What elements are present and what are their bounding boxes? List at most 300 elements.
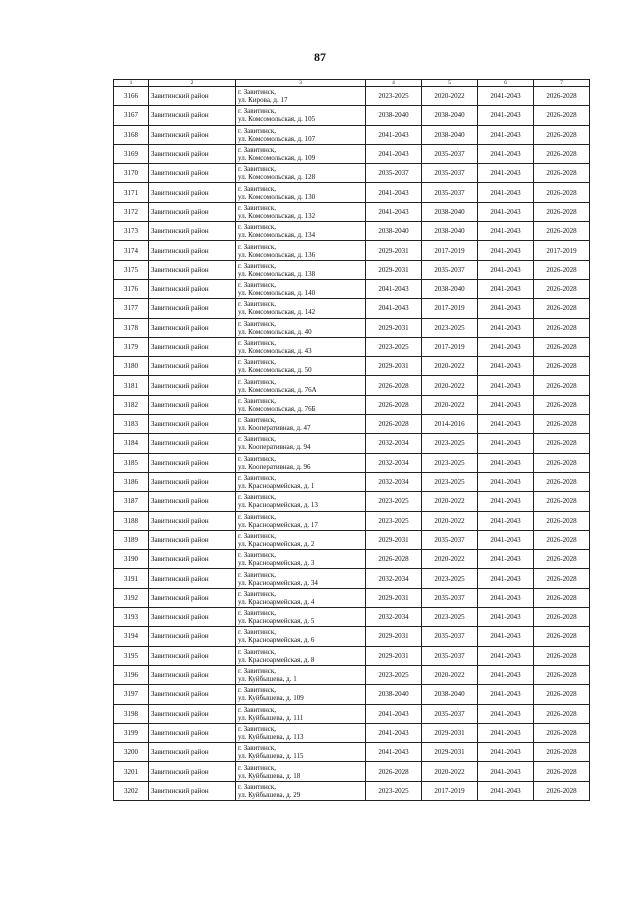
address-city: г. Завитинск, xyxy=(238,223,277,232)
address-city: г. Завитинск, xyxy=(238,300,277,309)
address-street: ул. Комсомольская, д. 132 xyxy=(238,211,316,220)
district-cell: Завитинский район xyxy=(149,492,236,511)
period-col-4-cell: 2029-2031 xyxy=(366,241,422,260)
period-col-6-cell: 2041-2043 xyxy=(478,279,534,298)
column-number: 4 xyxy=(366,80,422,87)
address-street: ул. Комсомольская, д. 109 xyxy=(238,154,316,163)
period-col-4-cell: 2032-2034 xyxy=(366,472,422,491)
district-cell: Завитинский район xyxy=(149,685,236,704)
row-number-cell: 3198 xyxy=(114,704,149,723)
row-number-cell: 3196 xyxy=(114,665,149,684)
period-col-4-cell: 2023-2025 xyxy=(366,665,422,684)
period-col-5-cell: 2038-2040 xyxy=(422,279,478,298)
table-row xyxy=(114,588,590,607)
address-city: г. Завитинск, xyxy=(238,339,277,347)
period-col-6-cell: 2041-2043 xyxy=(478,685,534,704)
period-col-6-cell: 2041-2043 xyxy=(478,434,534,453)
district-cell: Завитинский район xyxy=(149,87,236,106)
period-col-7-cell: 2026-2028 xyxy=(534,685,590,704)
row-number-cell: 3187 xyxy=(114,492,149,511)
district-cell: Завитинский район xyxy=(149,608,236,627)
period-col-4-cell: 2026-2028 xyxy=(366,376,422,395)
table-row xyxy=(114,357,590,376)
column-number: 2 xyxy=(149,80,236,87)
period-col-7-cell: 2026-2028 xyxy=(534,434,590,453)
row-number-cell: 3166 xyxy=(114,87,149,106)
address-cell xyxy=(236,530,366,549)
district-cell: Завитинский район xyxy=(149,395,236,414)
row-number-cell: 3193 xyxy=(114,608,149,627)
row-number-cell: 3184 xyxy=(114,434,149,453)
table-row xyxy=(114,87,590,106)
district-cell: Завитинский район xyxy=(149,125,236,144)
period-col-6-cell: 2041-2043 xyxy=(478,762,534,781)
period-col-7-cell: 2026-2028 xyxy=(534,125,590,144)
address-street: ул. Комсомольская, д. 50 xyxy=(238,366,312,375)
period-col-5-cell: 2014-2016 xyxy=(422,415,478,434)
period-col-7-cell: 2026-2028 xyxy=(534,318,590,337)
period-col-6-cell: 2041-2043 xyxy=(478,241,534,260)
address-cell xyxy=(236,492,366,511)
district-cell: Завитинский район xyxy=(149,550,236,569)
address-street: ул. Комсомольская, д. 140 xyxy=(238,289,316,298)
row-number-cell: 3169 xyxy=(114,144,149,163)
address-city: г. Завитинск, xyxy=(238,107,277,116)
period-col-5-cell: 2035-2037 xyxy=(422,164,478,183)
address-street: ул. Комсомольская, д. 105 xyxy=(238,115,316,124)
period-col-5-cell: 2020-2022 xyxy=(422,762,478,781)
period-col-5-cell: 2029-2031 xyxy=(422,743,478,762)
table-row xyxy=(114,530,590,549)
address-city: г. Завитинск, xyxy=(238,628,277,637)
period-col-7-cell: 2026-2028 xyxy=(534,588,590,607)
period-col-6-cell: 2041-2043 xyxy=(478,588,534,607)
period-col-6-cell: 2041-2043 xyxy=(478,550,534,569)
period-col-6-cell: 2041-2043 xyxy=(478,164,534,183)
period-col-4-cell: 2041-2043 xyxy=(366,299,422,318)
address-city: г. Завитинск, xyxy=(238,184,277,193)
district-cell: Завитинский район xyxy=(149,202,236,221)
row-number-cell: 3172 xyxy=(114,202,149,221)
period-col-4-cell: 2026-2028 xyxy=(366,762,422,781)
row-number-cell: 3202 xyxy=(114,781,149,800)
row-number-cell: 3181 xyxy=(114,376,149,395)
period-col-7-cell: 2026-2028 xyxy=(534,704,590,723)
period-col-6-cell: 2041-2043 xyxy=(478,395,534,414)
address-city: г. Завитинск, xyxy=(238,146,277,155)
period-col-5-cell: 2023-2025 xyxy=(422,608,478,627)
address-city: г. Завитинск, xyxy=(238,512,277,521)
address-cell xyxy=(236,183,366,202)
district-cell: Завитинский район xyxy=(149,627,236,646)
period-col-6-cell: 2041-2043 xyxy=(478,627,534,646)
period-col-4-cell: 2023-2025 xyxy=(366,492,422,511)
address-cell xyxy=(236,87,366,106)
district-cell: Завитинский район xyxy=(149,376,236,395)
table-row xyxy=(114,704,590,723)
address-cell xyxy=(236,588,366,607)
period-col-4-cell: 2041-2043 xyxy=(366,183,422,202)
period-col-7-cell: 2026-2028 xyxy=(534,299,590,318)
period-col-4-cell: 2023-2025 xyxy=(366,511,422,530)
row-number-cell: 3180 xyxy=(114,357,149,376)
district-cell: Завитинский район xyxy=(149,415,236,434)
table-row xyxy=(114,685,590,704)
table-row xyxy=(114,415,590,434)
address-street: ул. Красноармейская, д. 4 xyxy=(238,597,315,606)
address-cell xyxy=(236,337,366,356)
column-number: 7 xyxy=(534,80,590,87)
period-col-7-cell: 2026-2028 xyxy=(534,144,590,163)
row-number-cell: 3173 xyxy=(114,222,149,241)
column-number-row xyxy=(114,80,590,87)
period-col-7-cell: 2026-2028 xyxy=(534,106,590,125)
row-number-cell: 3199 xyxy=(114,723,149,742)
period-col-5-cell: 2038-2040 xyxy=(422,685,478,704)
district-cell: Завитинский район xyxy=(149,279,236,298)
address-street: ул. Комсомольская, д. 138 xyxy=(238,269,316,278)
housing-registry-table xyxy=(113,79,590,801)
period-col-5-cell: 2020-2022 xyxy=(422,492,478,511)
period-col-7-cell: 2026-2028 xyxy=(534,357,590,376)
period-col-5-cell: 2038-2040 xyxy=(422,125,478,144)
period-col-7-cell: 2026-2028 xyxy=(534,337,590,356)
row-number-cell: 3185 xyxy=(114,453,149,472)
period-col-5-cell: 2035-2037 xyxy=(422,627,478,646)
address-cell xyxy=(236,569,366,588)
period-col-5-cell: 2020-2022 xyxy=(422,665,478,684)
address-cell xyxy=(236,164,366,183)
period-col-7-cell: 2026-2028 xyxy=(534,183,590,202)
address-cell xyxy=(236,202,366,221)
address-cell xyxy=(236,279,366,298)
period-col-4-cell: 2032-2034 xyxy=(366,453,422,472)
period-col-4-cell: 2029-2031 xyxy=(366,318,422,337)
period-col-5-cell: 2020-2022 xyxy=(422,550,478,569)
row-number-cell: 3192 xyxy=(114,588,149,607)
address-cell xyxy=(236,511,366,530)
district-cell: Завитинский район xyxy=(149,183,236,202)
period-col-7-cell: 2026-2028 xyxy=(534,762,590,781)
row-number-cell: 3191 xyxy=(114,569,149,588)
period-col-5-cell: 2020-2022 xyxy=(422,87,478,106)
address-street: ул. Комсомольская, д. 40 xyxy=(238,327,312,336)
period-col-4-cell: 2032-2034 xyxy=(366,434,422,453)
period-col-5-cell: 2023-2025 xyxy=(422,569,478,588)
address-cell xyxy=(236,241,366,260)
address-street: ул. Куйбышева, д. 113 xyxy=(238,732,304,741)
period-col-5-cell: 2020-2022 xyxy=(422,376,478,395)
row-number-cell: 3167 xyxy=(114,106,149,125)
period-col-7-cell: 2026-2028 xyxy=(534,723,590,742)
address-city: г. Завитинск, xyxy=(238,261,277,270)
period-col-4-cell: 2029-2031 xyxy=(366,627,422,646)
row-number-cell: 3188 xyxy=(114,511,149,530)
period-col-6-cell: 2041-2043 xyxy=(478,472,534,491)
address-street: ул. Куйбышева, д. 1 xyxy=(238,675,297,684)
row-number-cell: 3201 xyxy=(114,762,149,781)
address-cell xyxy=(236,260,366,279)
address-cell xyxy=(236,376,366,395)
district-cell: Завитинский район xyxy=(149,588,236,607)
period-col-6-cell: 2041-2043 xyxy=(478,453,534,472)
address-cell xyxy=(236,704,366,723)
address-city: г. Завитинск, xyxy=(238,242,277,251)
district-cell: Завитинский район xyxy=(149,511,236,530)
table-row xyxy=(114,762,590,781)
period-col-4-cell: 2041-2043 xyxy=(366,704,422,723)
period-col-6-cell: 2041-2043 xyxy=(478,530,534,549)
address-street: ул. Красноармейская, д. 3 xyxy=(238,559,315,568)
address-street: ул. Красноармейская, д. 13 xyxy=(238,501,318,510)
district-cell: Завитинский район xyxy=(149,762,236,781)
period-col-6-cell: 2041-2043 xyxy=(478,608,534,627)
period-col-4-cell: 2038-2040 xyxy=(366,685,422,704)
address-street: ул. Куйбышева, д. 29 xyxy=(238,790,301,799)
address-city: г. Завитинск, xyxy=(238,705,277,714)
period-col-5-cell: 2035-2037 xyxy=(422,183,478,202)
address-city: г. Завитинск, xyxy=(238,782,277,791)
address-cell xyxy=(236,453,366,472)
period-col-4-cell: 2041-2043 xyxy=(366,144,422,163)
row-number-cell: 3174 xyxy=(114,241,149,260)
address-city: г. Завитинск, xyxy=(238,203,277,212)
period-col-7-cell: 2026-2028 xyxy=(534,222,590,241)
period-col-7-cell: 2026-2028 xyxy=(534,395,590,414)
period-col-5-cell: 2035-2037 xyxy=(422,646,478,665)
address-street: ул. Куйбышева, д. 109 xyxy=(238,694,304,703)
row-number-cell: 3182 xyxy=(114,395,149,414)
period-col-4-cell: 2029-2031 xyxy=(366,646,422,665)
address-cell xyxy=(236,665,366,684)
address-city: г. Завитинск, xyxy=(238,744,277,753)
period-col-4-cell: 2038-2040 xyxy=(366,222,422,241)
column-number: 3 xyxy=(236,80,366,87)
address-city: г. Завитинск, xyxy=(238,493,277,502)
row-number-cell: 3175 xyxy=(114,260,149,279)
address-city: г. Завитинск, xyxy=(238,531,277,540)
table-row xyxy=(114,260,590,279)
address-street: ул. Кооперативная, д. 47 xyxy=(238,424,311,433)
period-col-6-cell: 2041-2043 xyxy=(478,87,534,106)
period-col-7-cell: 2026-2028 xyxy=(534,781,590,800)
column-number: 6 xyxy=(478,80,534,87)
period-col-6-cell: 2041-2043 xyxy=(478,569,534,588)
address-city: г. Завитинск, xyxy=(238,724,277,733)
address-cell xyxy=(236,144,366,163)
table-row xyxy=(114,781,590,800)
period-col-5-cell: 2035-2037 xyxy=(422,530,478,549)
district-cell: Завитинский район xyxy=(149,299,236,318)
address-street: ул. Красноармейская, д. 8 xyxy=(238,655,315,664)
row-number-cell: 3177 xyxy=(114,299,149,318)
period-col-5-cell: 2023-2025 xyxy=(422,434,478,453)
address-cell xyxy=(236,395,366,414)
address-cell xyxy=(236,125,366,144)
period-col-5-cell: 2017-2019 xyxy=(422,299,478,318)
address-cell xyxy=(236,415,366,434)
district-cell: Завитинский район xyxy=(149,222,236,241)
period-col-5-cell: 2038-2040 xyxy=(422,106,478,125)
period-col-7-cell: 2026-2028 xyxy=(534,453,590,472)
address-street: ул. Куйбышева, д. 115 xyxy=(238,752,304,761)
row-number-cell: 3200 xyxy=(114,743,149,762)
address-cell xyxy=(236,646,366,665)
district-cell: Завитинский район xyxy=(149,704,236,723)
address-street: ул. Красноармейская, д. 2 xyxy=(238,539,315,548)
address-city: г. Завитинск, xyxy=(238,686,277,695)
address-city: г. Завитинск, xyxy=(238,281,277,290)
table-row xyxy=(114,569,590,588)
district-cell: Завитинский район xyxy=(149,646,236,665)
address-street: ул. Комсомольская, д. 130 xyxy=(238,192,316,201)
period-col-7-cell: 2026-2028 xyxy=(534,472,590,491)
address-street: ул. Комсомольская, д. 128 xyxy=(238,173,316,182)
period-col-7-cell: 2026-2028 xyxy=(534,260,590,279)
address-city: г. Завитинск, xyxy=(238,396,277,405)
period-col-6-cell: 2041-2043 xyxy=(478,704,534,723)
period-col-6-cell: 2041-2043 xyxy=(478,511,534,530)
address-street: ул. Кооперативная, д. 96 xyxy=(238,462,311,471)
period-col-5-cell: 2035-2037 xyxy=(422,144,478,163)
period-col-5-cell: 2038-2040 xyxy=(422,222,478,241)
table-row xyxy=(114,183,590,202)
address-city: г. Завитинск, xyxy=(238,435,277,444)
period-col-4-cell: 2032-2034 xyxy=(366,608,422,627)
table-row xyxy=(114,106,590,125)
period-col-4-cell: 2026-2028 xyxy=(366,395,422,414)
table-row xyxy=(114,743,590,762)
period-col-5-cell: 2023-2025 xyxy=(422,453,478,472)
table-row xyxy=(114,376,590,395)
address-street: ул. Комсомольская, д. 76А xyxy=(238,385,317,394)
address-street: ул. Комсомольская, д. 136 xyxy=(238,250,316,259)
period-col-6-cell: 2041-2043 xyxy=(478,183,534,202)
period-col-7-cell: 2026-2028 xyxy=(534,608,590,627)
table-row xyxy=(114,608,590,627)
district-cell: Завитинский район xyxy=(149,260,236,279)
address-cell xyxy=(236,106,366,125)
address-street: ул. Красноармейская, д. 17 xyxy=(238,520,318,529)
address-cell xyxy=(236,299,366,318)
row-number-cell: 3168 xyxy=(114,125,149,144)
period-col-7-cell: 2026-2028 xyxy=(534,646,590,665)
address-city: г. Завитинск, xyxy=(238,551,277,560)
period-col-4-cell: 2041-2043 xyxy=(366,279,422,298)
period-col-4-cell: 2029-2031 xyxy=(366,530,422,549)
district-cell: Завитинский район xyxy=(149,665,236,684)
district-cell: Завитинский район xyxy=(149,453,236,472)
period-col-7-cell: 2026-2028 xyxy=(534,665,590,684)
address-cell xyxy=(236,762,366,781)
period-col-4-cell: 2023-2025 xyxy=(366,337,422,356)
period-col-4-cell: 2029-2031 xyxy=(366,260,422,279)
row-number-cell: 3190 xyxy=(114,550,149,569)
period-col-7-cell: 2026-2028 xyxy=(534,569,590,588)
address-street: ул. Красноармейская, д. 5 xyxy=(238,617,315,626)
period-col-5-cell: 2035-2037 xyxy=(422,588,478,607)
address-cell xyxy=(236,608,366,627)
period-col-4-cell: 2041-2043 xyxy=(366,125,422,144)
district-cell: Завитинский район xyxy=(149,723,236,742)
table-row xyxy=(114,434,590,453)
table-row xyxy=(114,337,590,356)
address-city: г. Завитинск, xyxy=(238,763,277,772)
row-number-cell: 3189 xyxy=(114,530,149,549)
row-number-cell: 3194 xyxy=(114,627,149,646)
table-row xyxy=(114,164,590,183)
address-city: г. Завитинск, xyxy=(238,454,277,463)
row-number-cell: 3171 xyxy=(114,183,149,202)
address-city: г. Завитинск, xyxy=(238,358,277,367)
table-row xyxy=(114,318,590,337)
period-col-5-cell: 2020-2022 xyxy=(422,511,478,530)
address-street: ул. Кооперативная, д. 94 xyxy=(238,443,311,452)
address-city: г. Завитинск, xyxy=(238,647,277,656)
address-street: ул. Комсомольская, д. 43 xyxy=(238,347,312,355)
district-cell: Завитинский район xyxy=(149,743,236,762)
address-street: ул. Красноармейская, д. 34 xyxy=(238,578,318,587)
period-col-7-cell: 2026-2028 xyxy=(534,202,590,221)
period-col-4-cell: 2029-2031 xyxy=(366,588,422,607)
period-col-5-cell: 2017-2019 xyxy=(422,781,478,800)
period-col-7-cell: 2026-2028 xyxy=(534,550,590,569)
period-col-4-cell: 2038-2040 xyxy=(366,106,422,125)
period-col-4-cell: 2023-2025 xyxy=(366,781,422,800)
address-street: ул. Красноармейская, д. 6 xyxy=(238,636,315,645)
period-col-5-cell: 2038-2040 xyxy=(422,202,478,221)
district-cell: Завитинский район xyxy=(149,357,236,376)
row-number-cell: 3197 xyxy=(114,685,149,704)
address-cell xyxy=(236,550,366,569)
period-col-7-cell: 2017-2019 xyxy=(534,241,590,260)
table-row xyxy=(114,511,590,530)
period-col-4-cell: 2041-2043 xyxy=(366,743,422,762)
row-number-cell: 3186 xyxy=(114,472,149,491)
period-col-5-cell: 2035-2037 xyxy=(422,260,478,279)
period-col-5-cell: 2029-2031 xyxy=(422,723,478,742)
table-row xyxy=(114,202,590,221)
period-col-7-cell: 2026-2028 xyxy=(534,415,590,434)
address-street: ул. Куйбышева, д. 18 xyxy=(238,771,301,780)
address-street: ул. Комсомольская, д. 107 xyxy=(238,134,316,143)
address-city: г. Завитинск, xyxy=(238,377,277,386)
period-col-4-cell: 2041-2043 xyxy=(366,723,422,742)
period-col-5-cell: 2023-2025 xyxy=(422,472,478,491)
district-cell: Завитинский район xyxy=(149,472,236,491)
period-col-6-cell: 2041-2043 xyxy=(478,144,534,163)
period-col-7-cell: 2026-2028 xyxy=(534,530,590,549)
address-street: ул. Комсомольская, д. 134 xyxy=(238,231,316,240)
district-cell: Завитинский район xyxy=(149,434,236,453)
address-cell xyxy=(236,472,366,491)
column-number: 5 xyxy=(422,80,478,87)
table-row xyxy=(114,279,590,298)
table-row xyxy=(114,395,590,414)
address-cell xyxy=(236,723,366,742)
table-row xyxy=(114,550,590,569)
table-row xyxy=(114,492,590,511)
period-col-6-cell: 2041-2043 xyxy=(478,376,534,395)
period-col-4-cell: 2023-2025 xyxy=(366,87,422,106)
address-cell xyxy=(236,685,366,704)
table-row xyxy=(114,299,590,318)
address-cell xyxy=(236,357,366,376)
period-col-7-cell: 2026-2028 xyxy=(534,376,590,395)
period-col-6-cell: 2041-2043 xyxy=(478,415,534,434)
row-number-cell: 3170 xyxy=(114,164,149,183)
row-number-cell: 3178 xyxy=(114,318,149,337)
